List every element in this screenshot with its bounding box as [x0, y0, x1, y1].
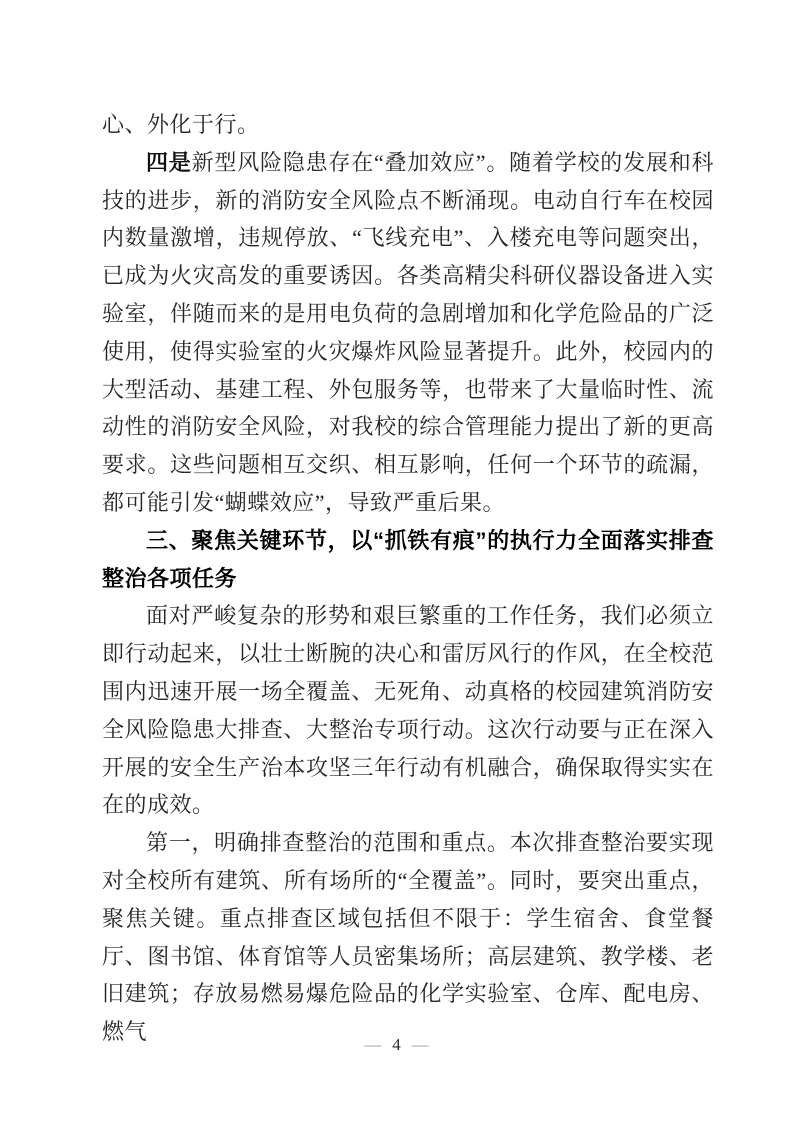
page-footer — [0, 1033, 793, 1057]
paragraph-action-intro: 面对严峻复杂的形势和艰巨繁重的工作任务，我们必须立即行动起来，以壮士断腕的决心和雷厉风行的作风，在全校范围内迅速开展一场全覆盖、无死角、动真格的校园建筑消防安全风险隐患大排查、大整治专项行动。这次行动要与正在深入开展的安全生产治本攻坚三年行动有机融合，确保取得实实在在的成效。 — [102, 603, 714, 818]
footer-dash-left: — — [364, 1035, 382, 1054]
document-content — [102, 106, 714, 1051]
paragraph-first-point: 第一，明确排查整治的范围和重点。本次排查整治要实现对全校所有建筑、所有场所的“全覆盖”。同时，要突出重点，聚焦关键。重点排查区域包括但不限于：学生宿舍、食堂餐厅、图书馆、体育馆等人员密集场所；高层建筑、教学楼、老旧建筑；存放易燃易爆危险品的化学实验室、仓库、配电房、燃气 — [102, 830, 714, 1045]
paragraph-lead-bold: 四是 — [146, 149, 192, 175]
page-number: 4 — [392, 1035, 401, 1054]
section-heading-three: 三、聚焦关键环节，以“抓铁有痕”的执行力全面落实排查整治各项任务 — [102, 527, 714, 591]
paragraph-fourth-risk — [102, 144, 714, 522]
footer-dash-right: — — [411, 1035, 429, 1054]
paragraph-text: 新型风险隐患存在“叠加效应”。随着学校的发展和科技的进步，新的消防安全风险点不断涌现。电动自行车在校园内数量激增，违规停放、“飞线充电”、入楼充电等问题突出，已成为火灾高发的重要诱因。各类高精尖科研仪器设备进入实验室，伴随而来的是用电负荷的急剧增加和化学危险品的广泛使用，使得实验室的火灾爆炸风险显著提升。此外，校园内的大型活动、基建工程、外包服务等，也带来了大量临时性、流动性的消防安全风险，对我校的综合管理能力提出了新的更高要求。这些问题相互交织、相互影响，任何一个环节的疏漏，都可能引发“蝴蝶效应”，导致严重后果。 — [102, 149, 714, 515]
paragraph-continuation: 心、外化于行。 — [102, 112, 260, 137]
